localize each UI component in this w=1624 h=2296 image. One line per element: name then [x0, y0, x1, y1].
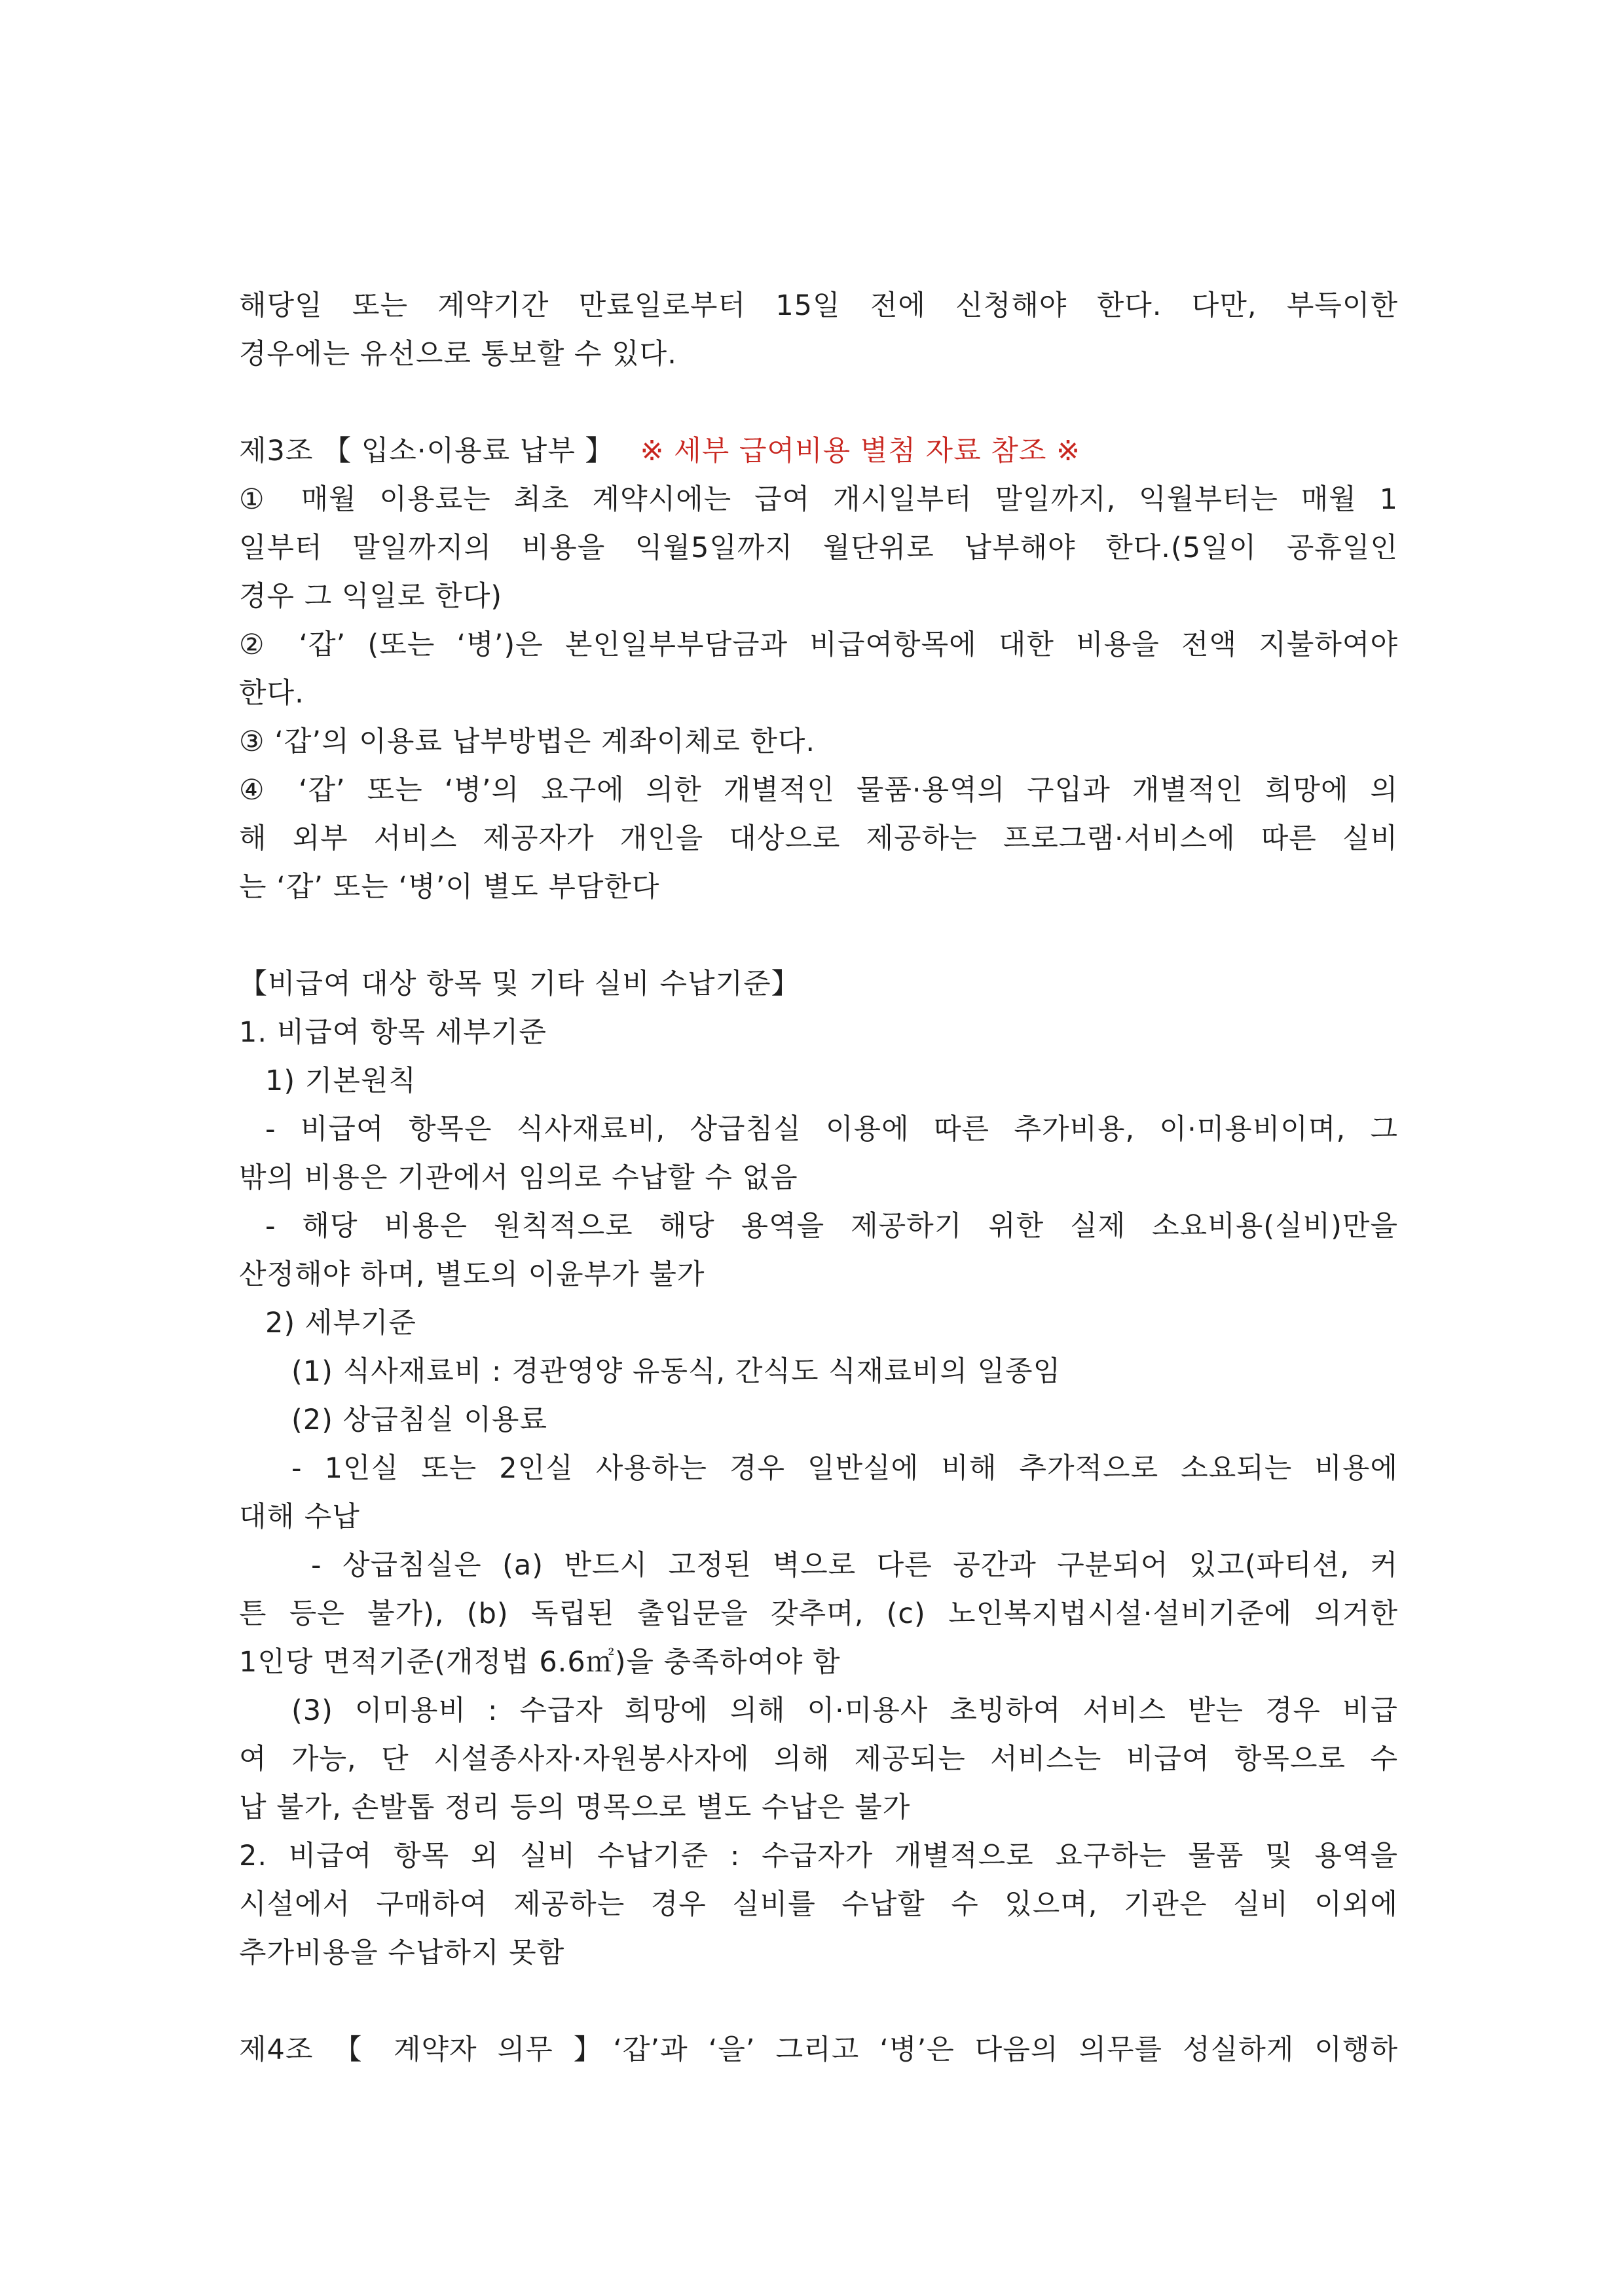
- noncovered-room-fee: (2) 상급침실 이용료: [291, 1404, 548, 1436]
- noncovered-section1: 1. 비급여 항목 세부기준: [239, 1016, 547, 1049]
- article3-item4-line3: 는 ‘갑’ 또는 ‘병’이 별도 부담한다: [239, 871, 660, 903]
- article3-item1-line3: 경우 그 익일로 한다): [239, 580, 503, 613]
- noncovered-section2-line3: 추가비용을 수납하지 못함: [239, 1937, 565, 1969]
- noncovered-beauty-line1: (3) 이미용비 : 수급자 희망에 의해 이·미용사 초빙하여 서비스 받는 경우 비급: [291, 1694, 1398, 1727]
- article3-item1-line2: 일부터 말일까지의 비용을 익월5일까지 월단위로 납부해야 한다.(5일이 공휴일인: [239, 532, 1398, 564]
- article3-item1-line1: ① 매월 이용료는 최초 계약시에는 급여 개시일부터 말일까지, 익월부터는 매월 1: [239, 483, 1398, 516]
- article3-heading: [239, 427, 1398, 475]
- article4-line1: 제4조 【 계약자 의무 】‘갑’과 ‘을’ 그리고 ‘병’은 다음의 의무를 성실하게 이행하: [239, 2033, 1398, 2066]
- spacer: [239, 1977, 1398, 2026]
- noncovered-room-b-line3: 1인당 면적기준(개정법 6.6㎡)을 충족하여야 함: [239, 1646, 841, 1679]
- document-body: [239, 282, 1398, 2074]
- noncovered-section2-line1: 2. 비급여 항목 외 실비 수납기준 : 수급자가 개별적으로 요구하는 물품 및 용역을: [239, 1840, 1398, 1872]
- noncovered-beauty-line2: 여 가능, 단 시설종사자·자원봉사자에 의해 제공되는 서비스는 비급여 항목으로 수: [239, 1743, 1398, 1776]
- noncovered-basic-principle: 1) 기본원칙: [265, 1065, 416, 1097]
- noncovered-section2-line2: 시설에서 구매하여 제공하는 경우 실비를 수납할 수 있으며, 기관은 실비 이외에: [239, 1888, 1398, 1921]
- noncovered-room-a-line1: - 1인실 또는 2인실 사용하는 경우 일반실에 비해 추가적으로 소요되는 비용에: [291, 1452, 1398, 1485]
- article3-item4-line2: 해 외부 서비스 제공자가 개인을 대상으로 제공하는 프로그램·서비스에 따른 실비: [239, 822, 1398, 855]
- noncovered-basic-a-line1: - 비급여 항목은 식사재료비, 상급침실 이용에 따른 추가비용, 이·미용비이며, 그: [265, 1113, 1398, 1146]
- noncovered-basic-a-line2: 밖의 비용은 기관에서 임의로 수납할 수 없음: [239, 1161, 798, 1194]
- article3-item3: ③ ‘갑’의 이용료 납부방법은 계좌이체로 한다.: [239, 725, 816, 758]
- spacer: [239, 378, 1398, 427]
- article3-item4-line1: ④ ‘갑’ 또는 ‘병’의 요구에 의한 개별적인 물품·용역의 구입과 개별적인 희망에 의: [239, 774, 1398, 807]
- article3-title: 제3조 【 입소·이용료 납부 】: [239, 435, 614, 467]
- noncovered-basic-b-line2: 산정해야 하며, 별도의 이윤부가 불가: [239, 1258, 705, 1291]
- spacer: [239, 911, 1398, 960]
- noncovered-detail-criteria: 2) 세부기준: [265, 1307, 416, 1339]
- article3-note: ※ 세부 급여비용 별첨 자료 참조 ※: [640, 435, 1081, 467]
- noncovered-room-b-line2: 튼 등은 불가), (b) 독립된 출입문을 갖추며, (c) 노인복지법시설·설비기준에 의거한: [239, 1597, 1398, 1630]
- noncovered-room-b-line1: - 상급침실은 (a) 반드시 고정된 벽으로 다른 공간과 구분되어 있고(파티션, 커: [311, 1549, 1398, 1582]
- noncovered-basic-b-line1: - 해당 비용은 원칙적으로 해당 용역을 제공하기 위한 실제 소요비용(실비)만을: [265, 1210, 1398, 1243]
- article3-item2-line1: ② ‘갑’ (또는 ‘병’)은 본인일부부담금과 비급여항목에 대한 비용을 전액 지불하여야: [239, 629, 1398, 661]
- intro-line-1: 해당일 또는 계약기간 만료일로부터 15일 전에 신청해야 한다. 다만, 부득이한: [239, 289, 1398, 322]
- article3-item2-line2: 한다.: [239, 677, 304, 710]
- noncovered-meal-cost: (1) 식사재료비 : 경관영양 유동식, 간식도 식재료비의 일종임: [291, 1355, 1061, 1388]
- noncovered-title: 【비급여 대상 항목 및 기타 실비 수납기준】: [239, 968, 800, 1000]
- noncovered-room-a-line2: 대해 수납: [239, 1501, 360, 1533]
- noncovered-beauty-line3: 납 불가, 손발톱 정리 등의 명목으로 별도 수납은 불가: [239, 1791, 911, 1824]
- intro-line-2: 경우에는 유선으로 통보할 수 있다.: [239, 338, 677, 371]
